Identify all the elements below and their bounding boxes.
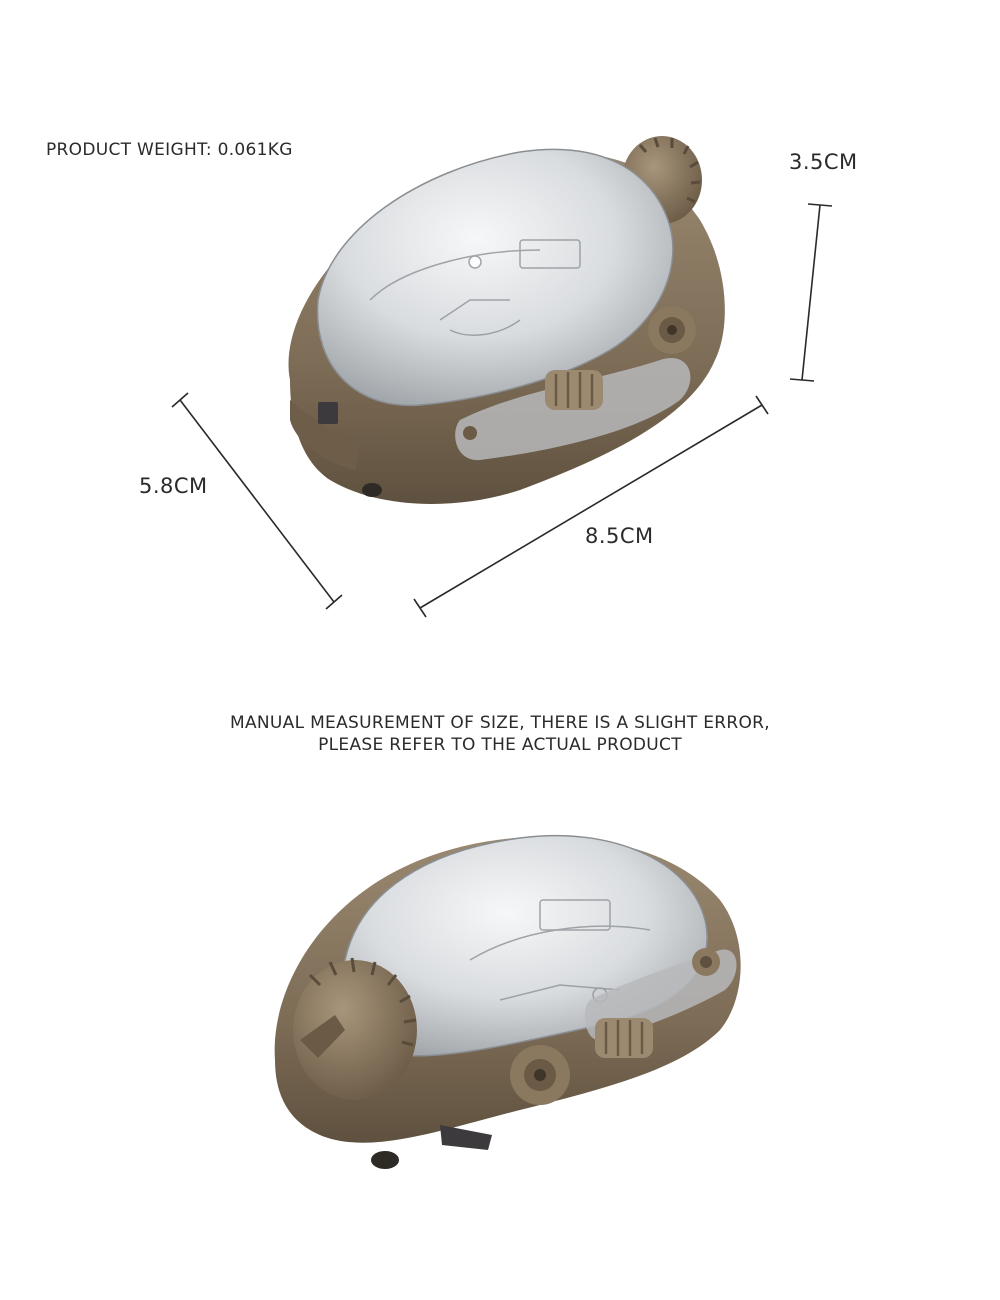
notice-line-2: PLEASE REFER TO THE ACTUAL PRODUCT bbox=[318, 735, 682, 755]
length-dimension-label: 8.5CM bbox=[585, 524, 654, 548]
width-dimension-label: 5.8CM bbox=[139, 474, 208, 498]
product-photo-bottom bbox=[275, 836, 741, 1169]
measurement-notice bbox=[0, 712, 1000, 756]
product-photo-top bbox=[289, 136, 725, 504]
lanyard-hole bbox=[362, 483, 382, 497]
front-window-2 bbox=[440, 1125, 492, 1150]
side-knob-2 bbox=[692, 948, 720, 976]
height-dimension-label: 3.5CM bbox=[789, 150, 858, 174]
lanyard-hole-2 bbox=[371, 1151, 399, 1169]
notice-line-1: MANUAL MEASUREMENT OF SIZE, THERE IS A SLIGHT ERROR, bbox=[230, 713, 770, 733]
front-window bbox=[318, 402, 338, 424]
screw bbox=[463, 426, 477, 440]
height-dimension-line bbox=[790, 204, 832, 381]
mode-switch-2 bbox=[595, 1018, 653, 1058]
product-weight-label: PRODUCT WEIGHT: 0.061KG bbox=[46, 140, 293, 160]
mode-switch bbox=[545, 370, 603, 410]
side-button bbox=[648, 306, 696, 354]
side-button-2 bbox=[510, 1045, 570, 1105]
